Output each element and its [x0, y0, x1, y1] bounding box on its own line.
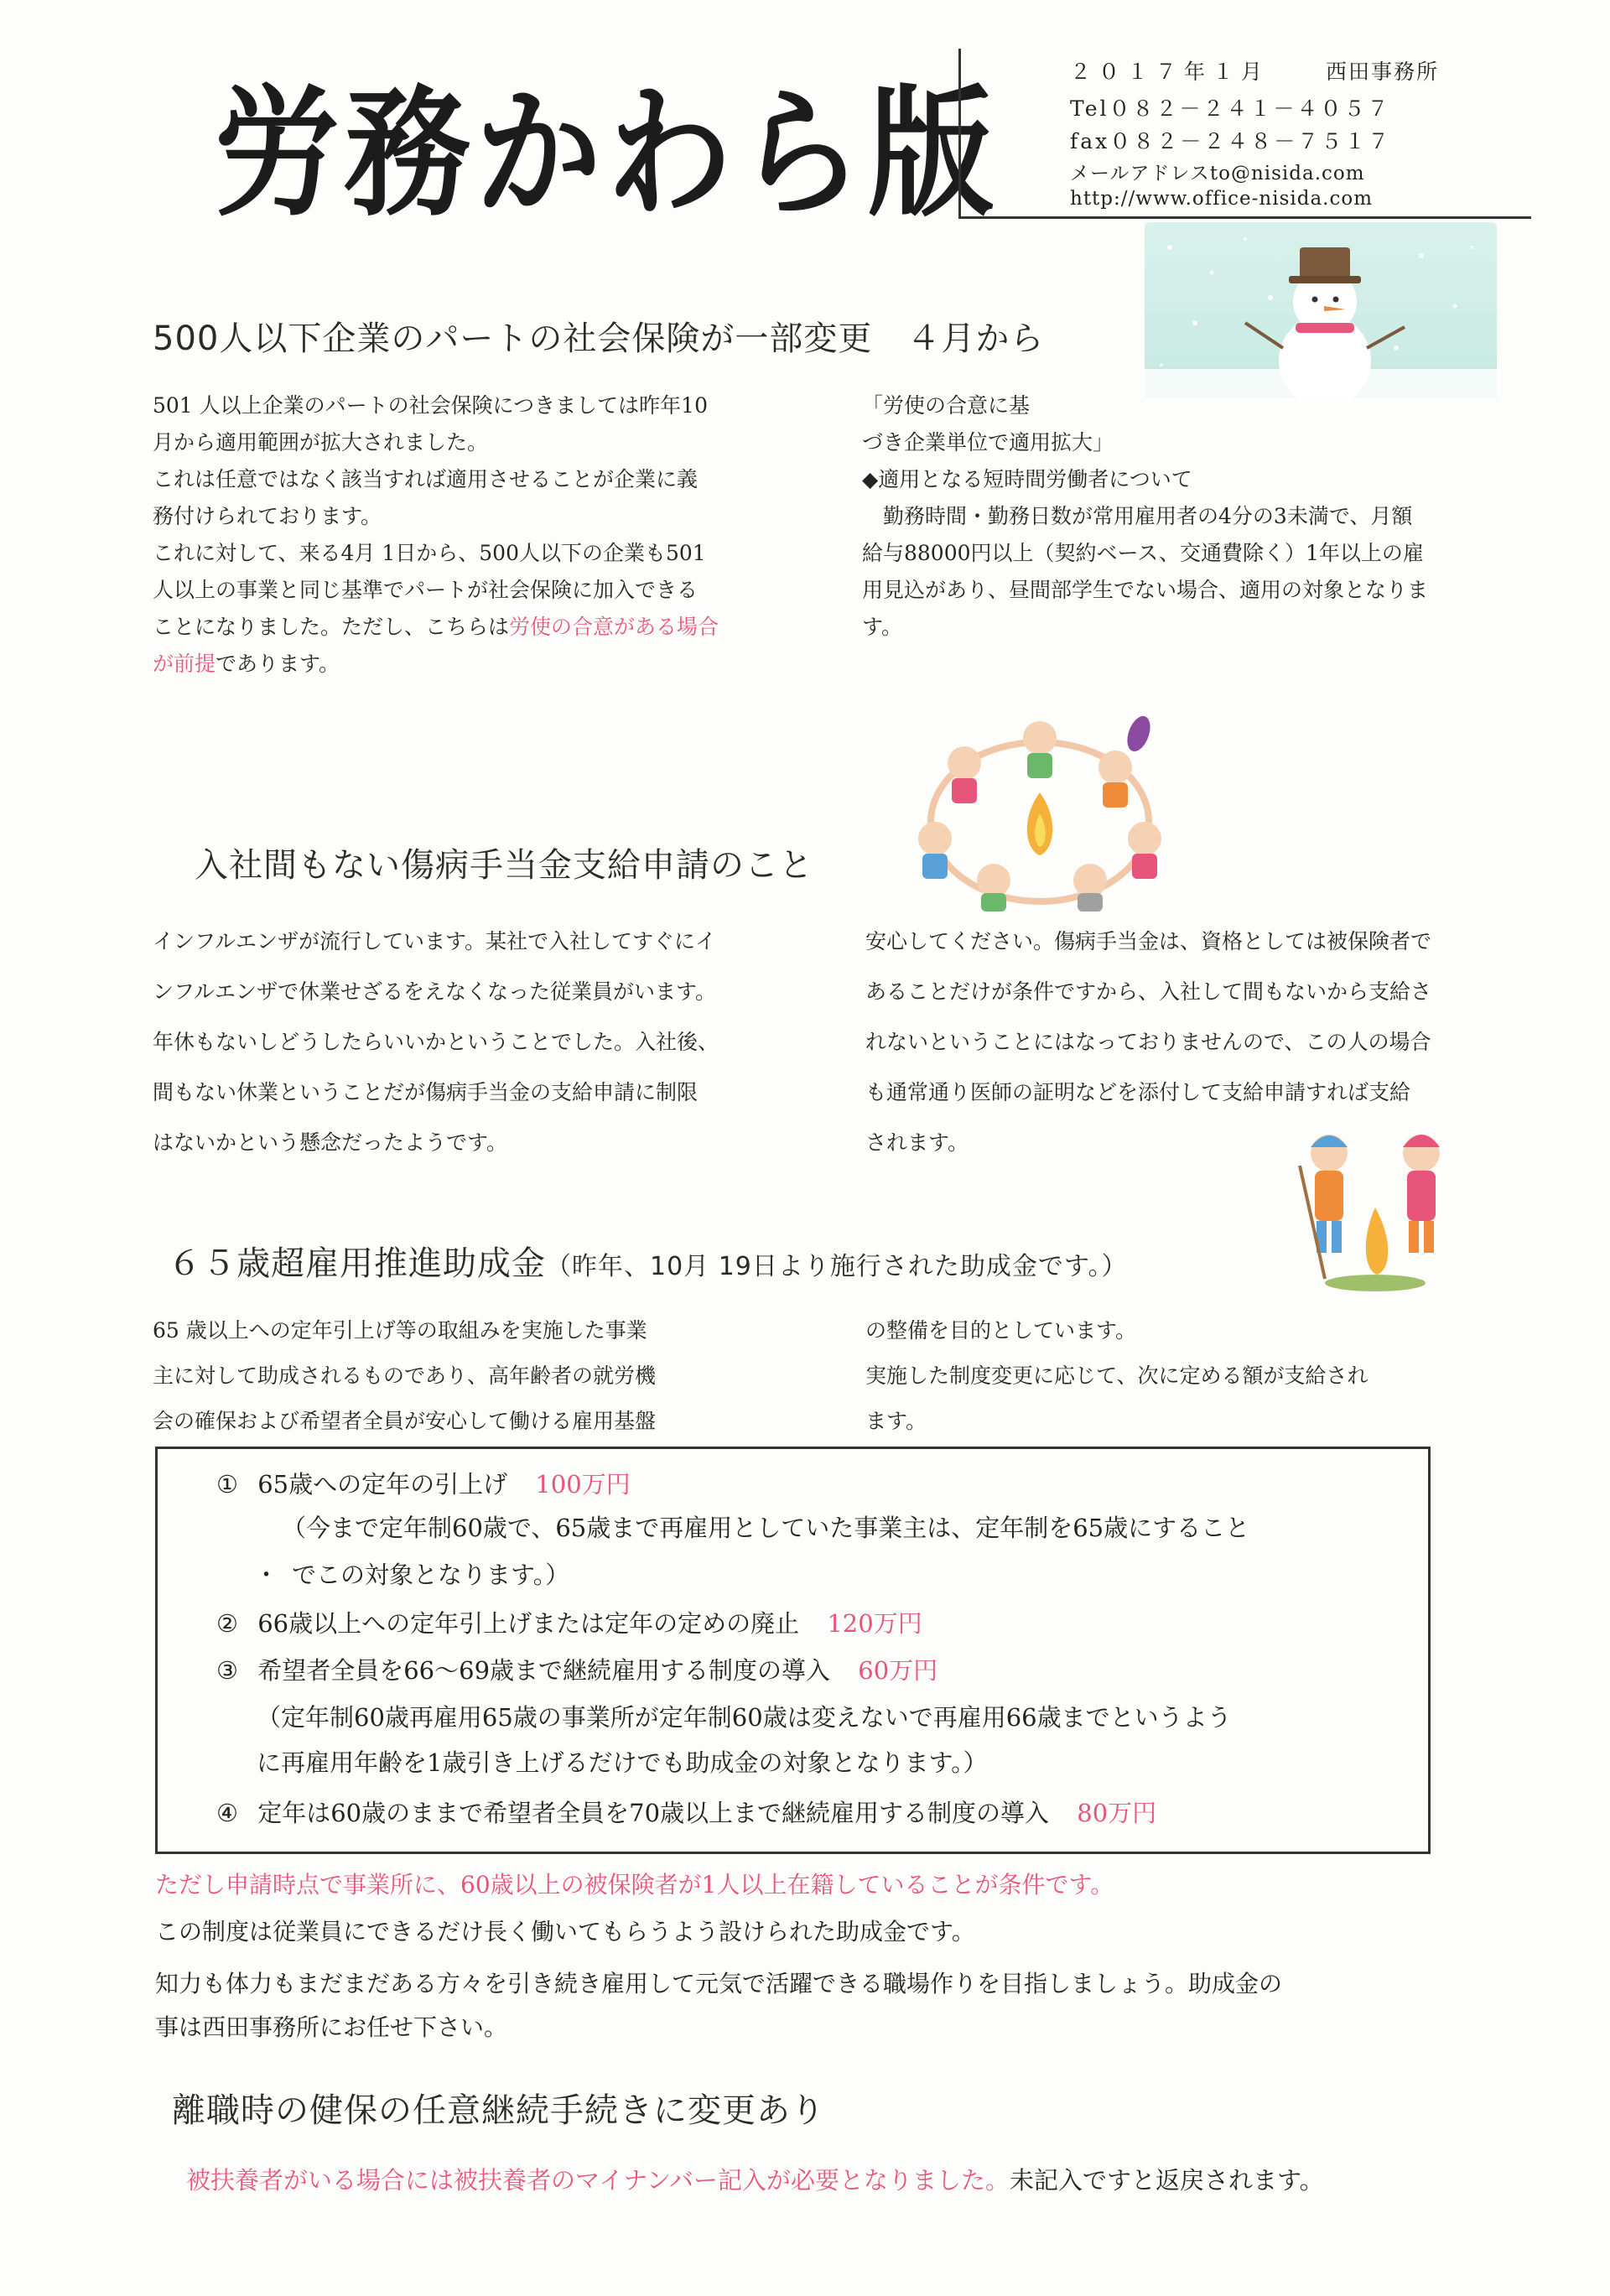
- text-line: これに対して、来る4月 1日から、500人以下の企業も501: [153, 541, 706, 565]
- subsidy-title-note: （昨年、10月 19日より施行された助成金です。）: [546, 1252, 1128, 1281]
- subsidy-item-4: [216, 1795, 1156, 1829]
- section-heading-subsidy: [168, 1237, 1127, 1285]
- bullet-dot: ・: [254, 1561, 279, 1589]
- text-line: この制度は従業員にできるだけ長く働いてもらうよう設けられた助成金です。: [155, 1918, 975, 1945]
- text-line: れないということにはなっておりませんので、この人の場合: [865, 1030, 1431, 1054]
- item-text: 定年は60歳のままで希望者全員を70歳以上まで継続雇用する制度の導入: [257, 1799, 1050, 1827]
- text-line: 安心してください。傷病手当金は、資格としては被保険者で: [865, 929, 1432, 953]
- text-line: 務付けられております。: [153, 504, 382, 528]
- subsidy-item-1-note-a: （今まで定年制60歳で、65歳まで再雇用としていた事業主は、定年制を65歳にすること: [282, 1514, 1250, 1542]
- subsidy-item-2: [216, 1605, 922, 1639]
- text-line: 主に対して助成されるものであり、高年齢者の就労機: [153, 1364, 657, 1388]
- text-line: これは任意ではなく該当すれば適用させることが企業に義: [153, 467, 699, 491]
- section-heading-part-time: 500人以下企業のパートの社会保険が一部変更 ４月から: [153, 319, 1045, 358]
- text-line: ◆適用となる短時間労働者について: [862, 467, 1192, 491]
- part-time-left-text: [153, 387, 815, 683]
- part-time-right-text: [862, 387, 1533, 646]
- office-name: 西田事務所: [1325, 60, 1439, 84]
- item-text: 希望者全員を66～69歳まで継続雇用する制度の導入: [257, 1656, 831, 1685]
- text-line: 人以上の事業と同じ基準でパートが社会保険に加入できる: [153, 578, 699, 602]
- issue-date-text: ２０１７年１月: [1070, 60, 1270, 84]
- office-fax: fax０８２－２４８－７５１７: [1070, 129, 1392, 153]
- office-info-box: [958, 49, 1531, 219]
- text-segment: ことになりました。ただし、こちらは: [153, 615, 510, 639]
- item-amount: 80万円: [1077, 1799, 1157, 1827]
- snowman-icon: [1145, 222, 1497, 398]
- text-line: 知力も体力もまだまだある方々を引き続き雇用して元気で活躍できる職場作りを目指しましょう。助成金の: [155, 1970, 1283, 1997]
- section-heading-sickness: 入社間もない傷病手当金支給申請のこと: [195, 846, 813, 885]
- item-number: ①: [216, 1470, 238, 1499]
- text-line: 給与88000円以上（契約ベース、交通費除く）1年以上の雇: [862, 541, 1424, 565]
- children-circle-illustration: [901, 713, 1178, 914]
- text-line: ます。: [865, 1409, 927, 1433]
- subsidy-item-3-note-b: に再雇用年齢を1歳引き上げるだけでも助成金の対象となります。）: [257, 1748, 988, 1777]
- issue-date: [1070, 55, 1439, 86]
- subsidy-left-text: [153, 1308, 823, 1444]
- highlight-text: が前提: [153, 652, 216, 676]
- item-amount: 60万円: [858, 1656, 938, 1685]
- text-line: あることだけが条件ですから、入社して間もないから支給さ: [865, 979, 1432, 1004]
- text-line: 65 歳以上への定年引上げ等の取組みを実施した事業: [153, 1318, 647, 1343]
- text-line: 「労使の合意に基: [862, 393, 1031, 418]
- text-line: す。: [862, 615, 903, 639]
- subsidy-right-text: [865, 1308, 1536, 1444]
- children-bonfire-illustration: [1283, 1115, 1467, 1300]
- highlight-text: 労使の合意がある場合: [509, 615, 719, 639]
- subsidy-item-1-note-b: [254, 1556, 569, 1591]
- text-line: 月から適用範囲が拡大されました。: [153, 430, 489, 455]
- subsidy-closing: [155, 1910, 1547, 2049]
- item-number: ④: [216, 1799, 238, 1827]
- item-amount: 100万円: [535, 1470, 631, 1499]
- resign-notice-highlight: 被扶養者がいる場合には被扶養者のマイナンバー記入が必要となりました。: [186, 2166, 1010, 2195]
- newsletter-title: 労務かわら版: [214, 72, 1000, 236]
- text-line: 実施した制度変更に応じて、次に定める額が支給され: [865, 1364, 1368, 1388]
- subsidy-condition: ただし申請時点で事業所に、60歳以上の被保険者が1人以上在籍していることが条件です。: [155, 1871, 1114, 1899]
- subsidy-item-3-note-a: （定年制60歳再雇用65歳の事業所が定年制60歳は変えないで再雇用66歳までというよう: [257, 1703, 1232, 1732]
- item-text: 65歳への定年の引上げ: [257, 1470, 508, 1499]
- office-tel: Tel０８２－２４１－４０５７: [1070, 96, 1391, 121]
- text-line: 501 人以上企業のパートの社会保険につきましては昨年10: [153, 393, 708, 418]
- children-bonfire-icon: [901, 713, 1178, 914]
- text-line: はないかという懸念だったようです。: [153, 1130, 508, 1155]
- office-email[interactable]: メールアドレスto@nisida.com: [1070, 163, 1365, 184]
- text-line: 年休もないしどうしたらいいかということでした。入社後、: [153, 1030, 719, 1054]
- text-line: も通常通り医師の証明などを添付して支給申請すれば支給: [865, 1080, 1411, 1104]
- item-number: ③: [216, 1656, 238, 1685]
- item-amount: 120万円: [827, 1609, 922, 1638]
- text-segment: であります。: [216, 652, 340, 676]
- text-line: 用見込があり、昼間部学生でない場合、適用の対象となりま: [862, 578, 1429, 602]
- text-line: づき企業単位で適用拡大」: [862, 430, 1114, 455]
- text-line: 間もない休業ということだが傷病手当金の支給申請に制限: [153, 1080, 699, 1104]
- note-text: でこの対象となります。）: [292, 1561, 570, 1589]
- item-number: ②: [216, 1609, 238, 1638]
- text-line: [153, 609, 815, 646]
- text-line: [153, 646, 815, 683]
- text-line: の整備を目的としています。: [865, 1318, 1137, 1343]
- section-heading-resign: 離職時の健保の任意継続手続きに変更あり: [172, 2091, 825, 2130]
- resign-notice-rest: 未記入ですと返戻されます。: [1009, 2166, 1324, 2195]
- snowman-illustration: [1145, 222, 1497, 398]
- item-text: 66歳以上への定年引上げまたは定年の定めの廃止: [257, 1609, 800, 1638]
- text-line: 勤務時間・勤務日数が常用雇用者の4分の3未満で、月額: [862, 504, 1413, 528]
- text-line: されます。: [865, 1130, 969, 1155]
- subsidy-title: ６５歳超雇用推進助成金: [168, 1244, 546, 1283]
- winter-children-icon: [1283, 1115, 1467, 1300]
- subsidy-item-1: [216, 1466, 631, 1500]
- subsidy-amounts-box: [155, 1447, 1431, 1854]
- subsidy-item-3: [216, 1652, 937, 1686]
- text-line: 会の確保および希望者全員が安心して働ける雇用基盤: [153, 1409, 657, 1433]
- text-line: インフルエンザが流行しています。某社で入社してすぐにイ: [153, 929, 717, 953]
- resign-notice: [186, 2162, 1324, 2196]
- text-line: ンフルエンザで休業せざるをえなくなった従業員がいます。: [153, 979, 717, 1004]
- text-line: 事は西田事務所にお任せ下さい。: [155, 2013, 508, 2041]
- office-url[interactable]: http://www.office-nisida.com: [1070, 188, 1374, 210]
- sickness-left-text: [153, 917, 823, 1168]
